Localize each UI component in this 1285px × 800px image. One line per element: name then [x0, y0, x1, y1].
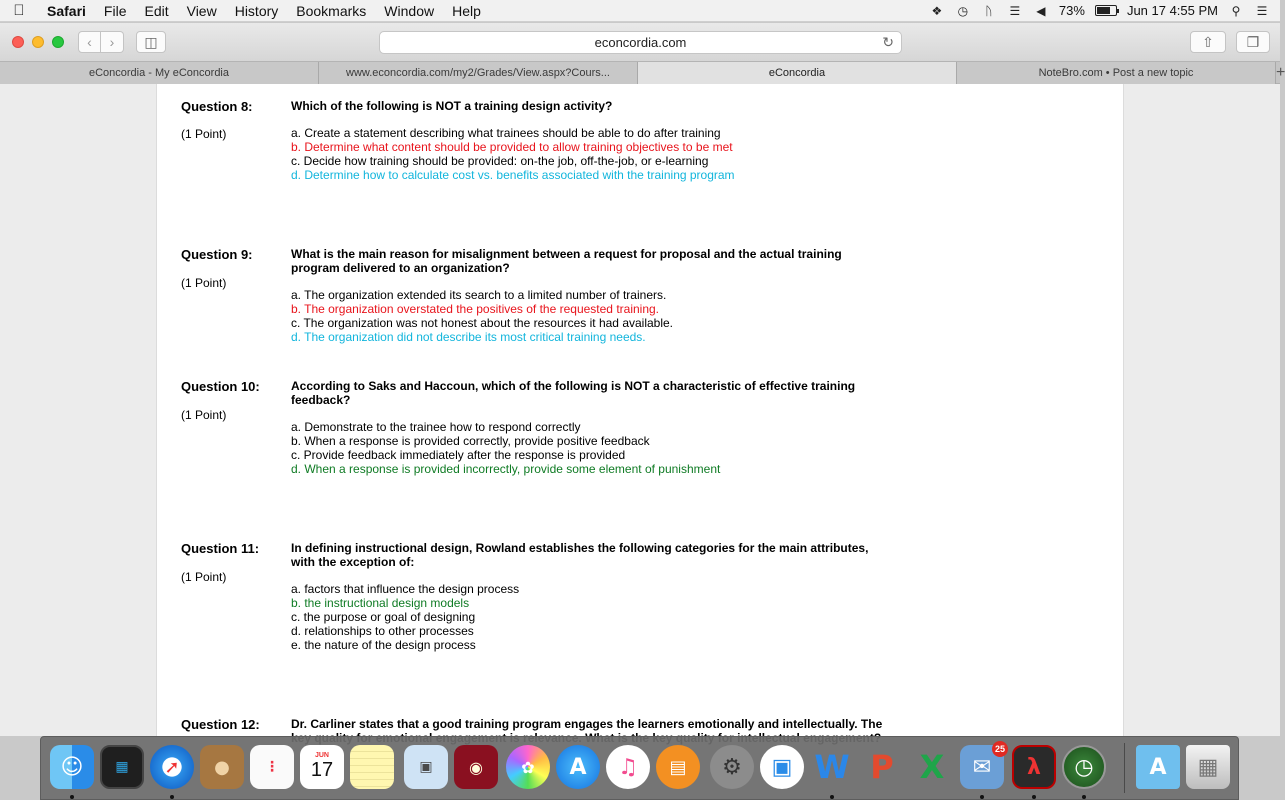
- status-area: [929, 3, 1280, 18]
- reminders-icon[interactable]: ⋮: [250, 745, 294, 789]
- minimize-window-button[interactable]: [32, 36, 44, 48]
- reeder-icon[interactable]: ▣: [760, 745, 804, 789]
- running-indicator: [980, 795, 984, 799]
- option-c: c. the purpose or goal of designing: [291, 610, 476, 624]
- question-text: According to Saks and Haccoun, which of the following is NOT a characteristic of effective training feedback?: [291, 379, 856, 407]
- time-machine-icon[interactable]: ◷: [1062, 745, 1106, 789]
- reload-icon[interactable]: ↻: [882, 34, 894, 50]
- mission-control-icon[interactable]: ▦: [100, 745, 144, 789]
- option-b: b. The organization overstated the positives of the requested training.: [291, 302, 660, 316]
- option-b: b. the instructional design models: [291, 596, 470, 610]
- battery-level: [1097, 7, 1110, 14]
- option-a: a. The organization extended its search to a limited number of trainers.: [291, 288, 667, 302]
- tab-overview-icon[interactable]: ❐: [1236, 31, 1270, 53]
- menu-file[interactable]: File: [103, 2, 127, 19]
- new-tab-plus-icon[interactable]: +: [1276, 63, 1285, 81]
- trash-icon[interactable]: ▦: [1186, 745, 1230, 789]
- photo-booth-icon[interactable]: ◉: [454, 745, 498, 789]
- option-c: c. The organization was not honest about the resources it had available.: [291, 316, 674, 330]
- question-label: Question 10:: [181, 379, 260, 394]
- bluetooth-icon[interactable]: ᚢ: [985, 3, 993, 18]
- finder-icon[interactable]: ☺: [50, 745, 94, 789]
- dock: [40, 736, 1239, 800]
- tab-econcordia-active[interactable]: eConcordia: [638, 62, 957, 84]
- forward-button[interactable]: ›: [101, 31, 124, 53]
- question-label: Question 8:: [181, 99, 253, 114]
- acrobat-icon[interactable]: λ: [1012, 745, 1056, 789]
- answer-options: [291, 420, 991, 476]
- option-c: c. Decide how training should be provided: on-the job, off-the-job, or e-learning: [291, 154, 709, 168]
- option-d: d. When a response is provided incorrectly, provide some element of punishment: [291, 462, 721, 476]
- safari-icon[interactable]: ➚: [150, 745, 194, 789]
- question-label: Question 9:: [181, 247, 253, 262]
- calendar-month: JUN: [314, 752, 329, 759]
- dock-separator: [1124, 743, 1125, 793]
- close-window-button[interactable]: [12, 36, 24, 48]
- tab-notebro[interactable]: NoteBro.com • Post a new topic: [957, 62, 1276, 84]
- itunes-icon[interactable]: ♫: [606, 745, 650, 789]
- menu-bar: [0, 0, 1280, 22]
- photo-app-icon[interactable]: ▣: [404, 745, 448, 789]
- address-bar[interactable]: [379, 31, 902, 54]
- menu-view[interactable]: View: [186, 2, 217, 19]
- clock[interactable]: Jun 17 4:55 PM: [1126, 3, 1218, 18]
- question-label: Question 12:: [181, 717, 260, 732]
- mail-icon[interactable]: ✉ 25: [960, 745, 1004, 789]
- option-d: d. The organization did not describe its most critical training needs.: [291, 330, 646, 344]
- question-label: Question 11:: [181, 541, 260, 556]
- running-indicator: [170, 795, 174, 799]
- system-preferences-icon[interactable]: ⚙: [710, 745, 754, 789]
- contacts-icon[interactable]: ●: [200, 745, 244, 789]
- tab-bar: [0, 61, 1285, 84]
- question-points: (1 Point): [181, 570, 227, 584]
- navigation-buttons: [78, 31, 124, 53]
- menu-edit[interactable]: Edit: [144, 2, 169, 19]
- quiz-content: [156, 84, 1124, 736]
- browser-toolbar: [0, 23, 1280, 61]
- question-text: What is the main reason for misalignment between a request for proposal and the actual training program delivered to an organization?: [291, 247, 842, 275]
- option-b: b. When a response is provided correctly, provide positive feedback: [291, 434, 650, 448]
- page-viewport[interactable]: [0, 84, 1280, 736]
- menu-window[interactable]: Window: [384, 2, 435, 19]
- word-icon[interactable]: W: [814, 748, 850, 786]
- notes-icon[interactable]: [350, 745, 394, 789]
- question-text: Which of the following is NOT a training design activity?: [291, 99, 613, 113]
- tab-econcordia-home[interactable]: eConcordia - My eConcordia: [0, 62, 319, 84]
- notification-center-icon[interactable]: ☰: [1256, 3, 1268, 18]
- excel-icon[interactable]: X: [919, 748, 945, 786]
- ibooks-icon[interactable]: ▤: [656, 745, 700, 789]
- menu-bookmarks[interactable]: Bookmarks: [296, 2, 367, 19]
- menu-app-safari[interactable]: Safari: [47, 2, 86, 19]
- mail-badge: 25: [992, 741, 1008, 757]
- photos-icon[interactable]: ✿: [506, 745, 550, 789]
- option-a: a. factors that influence the design process: [291, 582, 520, 596]
- running-indicator: [830, 795, 834, 799]
- sidebar-toggle-icon[interactable]: ◫: [136, 31, 166, 53]
- dropbox-icon[interactable]: ❖: [931, 3, 943, 18]
- option-b: b. Determine what content should be provided to allow training objectives to be met: [291, 140, 733, 154]
- answer-options: [291, 582, 991, 652]
- answer-options: [291, 126, 991, 182]
- option-d: d. Determine how to calculate cost vs. benefits associated with the training program: [291, 168, 735, 182]
- volume-icon[interactable]: ◀: [1036, 3, 1046, 18]
- question-points: (1 Point): [181, 127, 227, 141]
- powerpoint-icon[interactable]: P: [870, 748, 894, 786]
- option-a: a. Create a statement describing what trainees should be able to do after training: [291, 126, 721, 140]
- battery-icon[interactable]: [1095, 5, 1117, 16]
- apple-menu-icon[interactable]: [0, 2, 38, 19]
- tab-grades[interactable]: www.econcordia.com/my2/Grades/View.aspx?Cours...: [319, 62, 638, 84]
- running-indicator: [1082, 795, 1086, 799]
- question-points: (1 Point): [181, 276, 227, 290]
- question-text: Dr. Carliner states that a good training program engages the learners emotionally and intellectually. The: [291, 717, 883, 731]
- wifi-icon[interactable]: ☰: [1009, 3, 1021, 18]
- option-e: e. the nature of the design process: [291, 638, 476, 652]
- question-text: In defining instructional design, Rowland establishes the following categories for the main attributes, with the exception of:: [291, 541, 869, 569]
- running-indicator: [1032, 795, 1036, 799]
- option-a: a. Demonstrate to the trainee how to respond correctly: [291, 420, 581, 434]
- time-machine-icon[interactable]: ◷: [957, 3, 969, 18]
- battery-percent[interactable]: 73%: [1058, 3, 1085, 18]
- answer-options: [291, 288, 991, 344]
- spotlight-icon[interactable]: ⚲: [1231, 3, 1241, 18]
- applications-folder-icon[interactable]: A: [1136, 745, 1180, 789]
- calendar-icon[interactable]: [300, 745, 344, 789]
- address-url: econcordia.com: [594, 35, 687, 50]
- zoom-window-button[interactable]: [52, 36, 64, 48]
- app-store-icon[interactable]: A: [556, 745, 600, 789]
- running-indicator: [70, 795, 74, 799]
- option-c: c. Provide feedback immediately after the response is provided: [291, 448, 626, 462]
- calendar-day: 17: [310, 759, 334, 781]
- back-button[interactable]: ‹: [78, 31, 101, 53]
- menu-help[interactable]: Help: [452, 2, 481, 19]
- window-controls: [12, 36, 64, 48]
- question-points: (1 Point): [181, 408, 227, 422]
- share-icon[interactable]: ⇧: [1190, 31, 1226, 53]
- menu-history[interactable]: History: [234, 2, 279, 19]
- option-d: d. relationships to other processes: [291, 624, 474, 638]
